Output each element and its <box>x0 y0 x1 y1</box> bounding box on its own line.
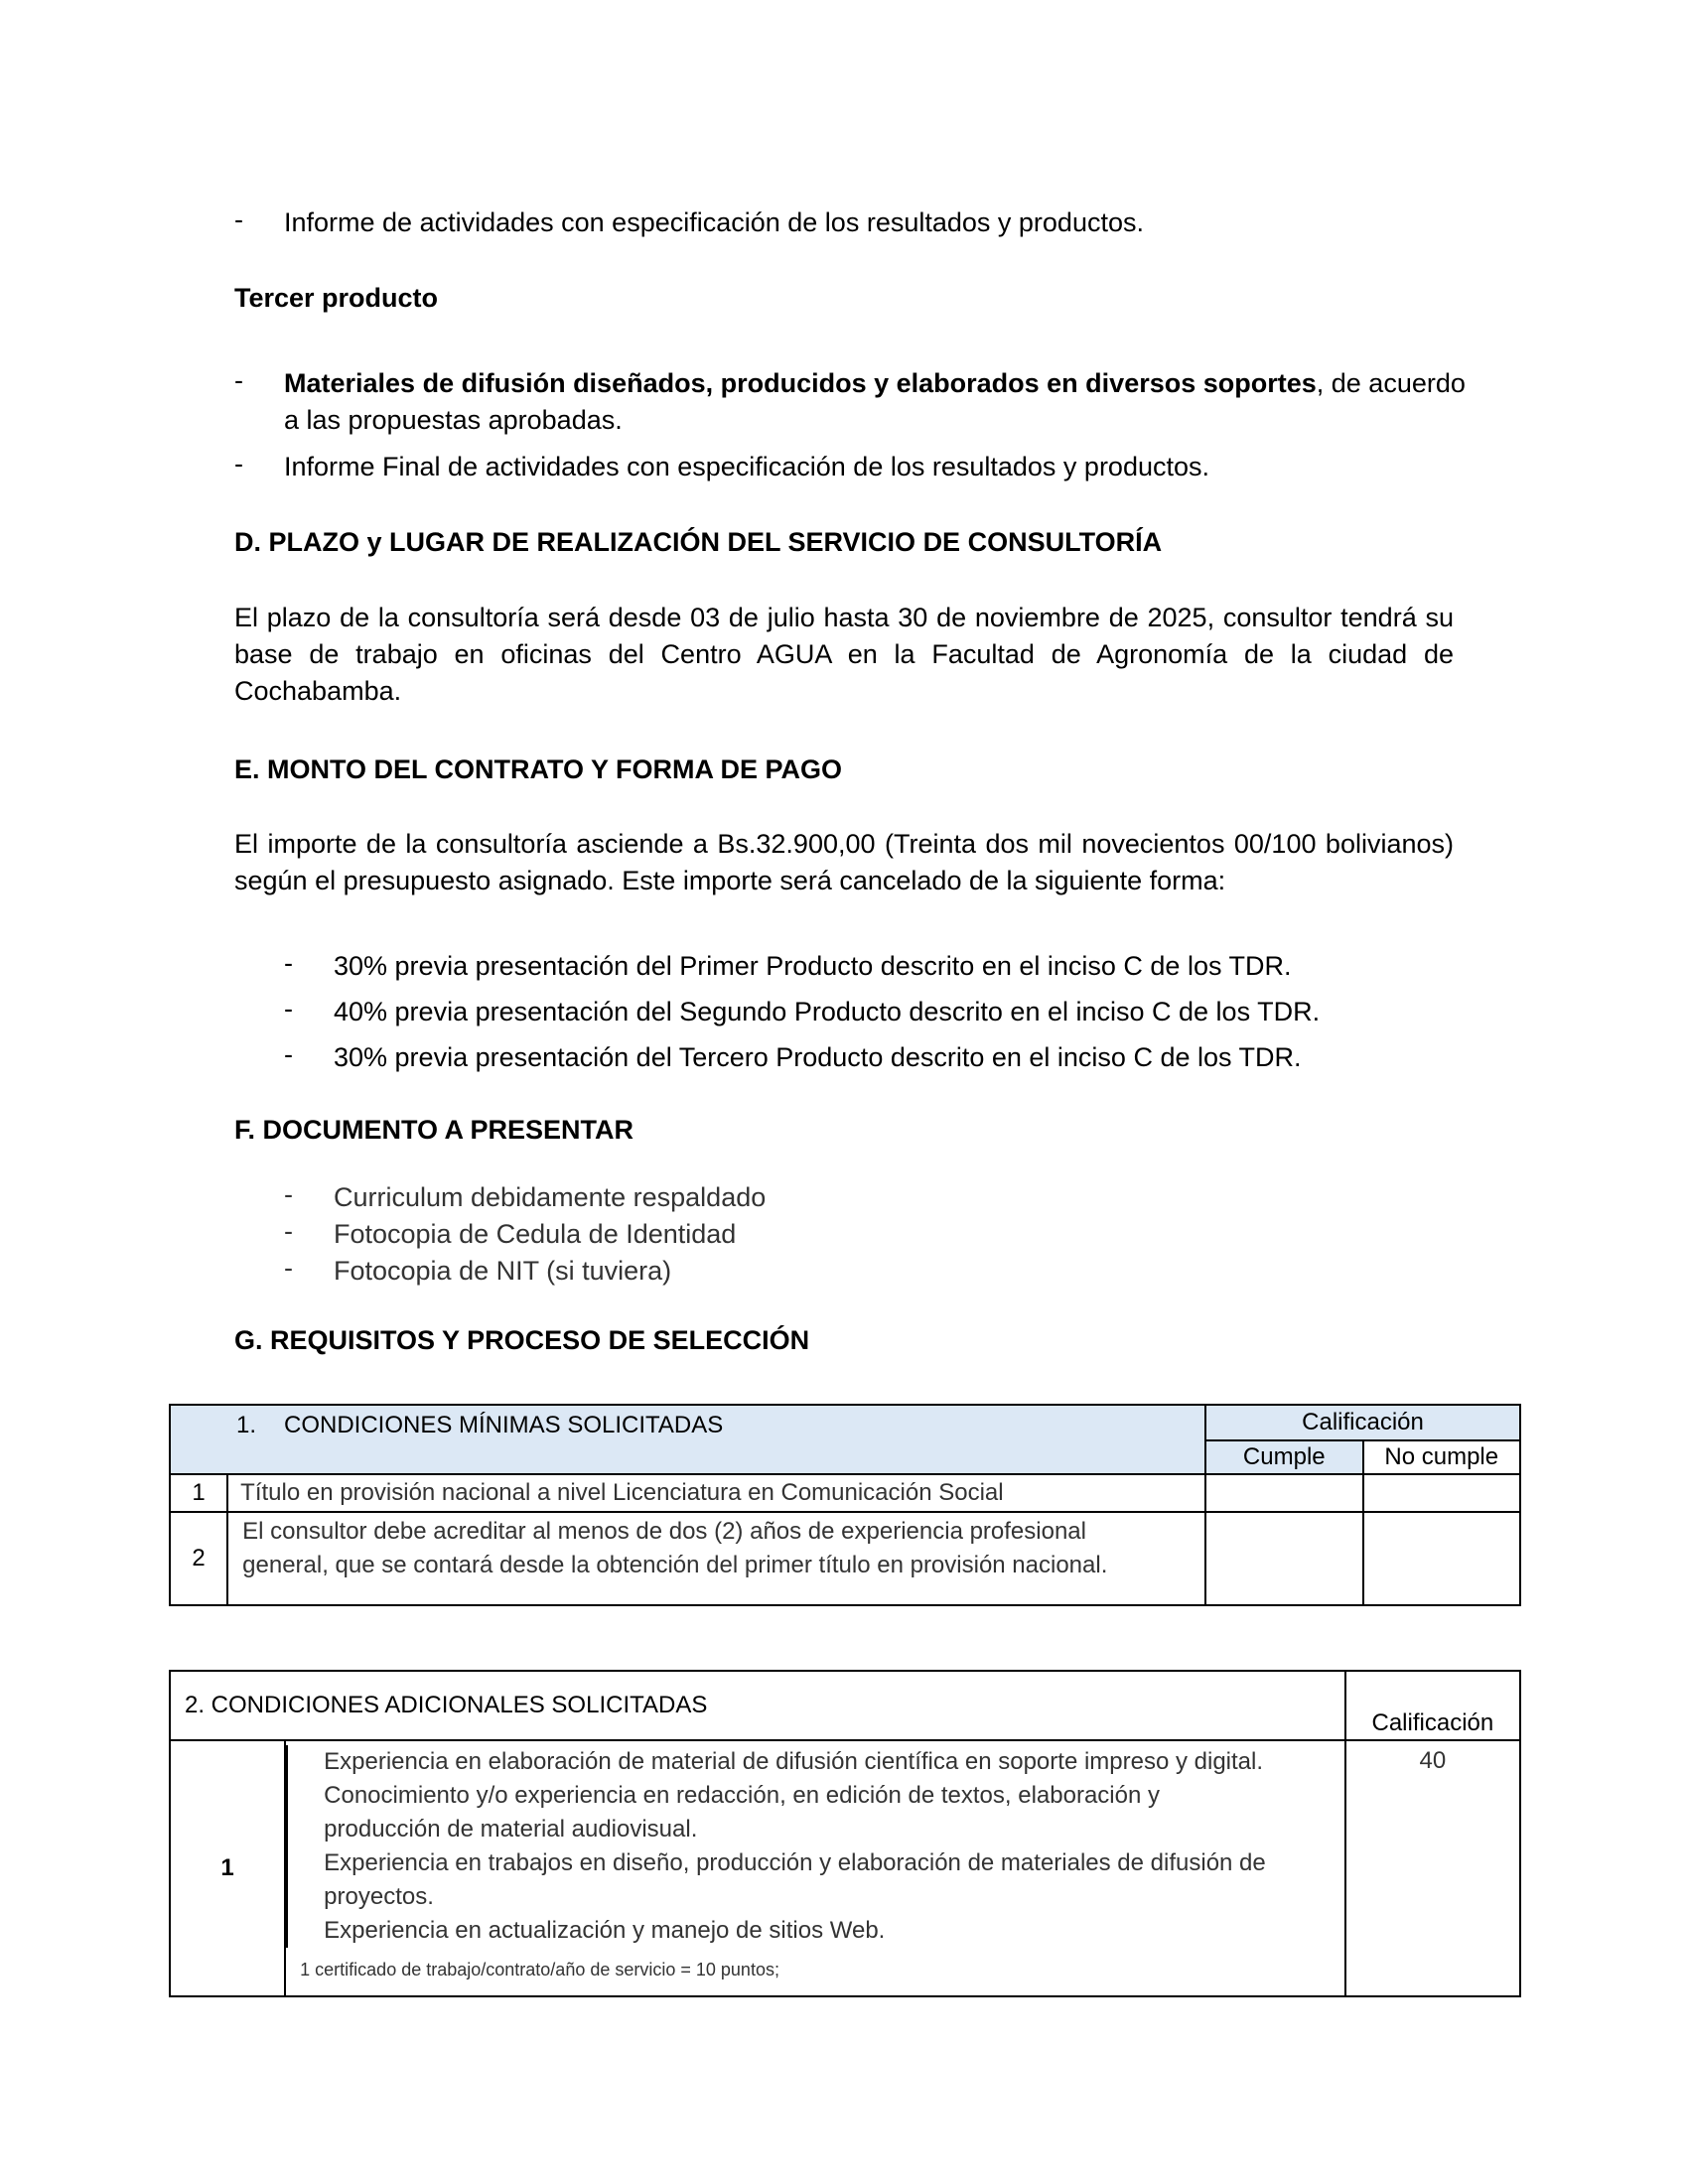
bullet-dash: - <box>284 948 293 978</box>
tercer-bullet1-line2: a las propuestas aprobadas. <box>284 405 623 435</box>
table1-cumple-cell <box>1205 1512 1362 1605</box>
tercer-bullet1-rest: , de acuerdo <box>1316 368 1466 398</box>
section-d-heading: D. PLAZO y LUGAR DE REALIZACIÓN DEL SERVICIO DE CONSULTORÍA <box>234 527 1163 557</box>
table1-row-text: Título en provisión nacional a nivel Licenciatura en Comunicación Social <box>227 1474 1205 1512</box>
document-item: Fotocopia de Cedula de Identidad <box>334 1219 737 1249</box>
criteria-item: Experiencia en elaboración de material de difusión científica en soporte impreso y digital. <box>286 1745 1331 1779</box>
table2-footnote: 1 certificado de trabajo/contrato/año de servicio = 10 puntos; <box>300 1960 779 1979</box>
bullet-dash: - <box>234 365 243 395</box>
table2-calificacion-header: Calificación <box>1345 1671 1520 1740</box>
document-item: Curriculum debidamente respaldado <box>334 1182 767 1212</box>
section-g-heading: G. REQUISITOS Y PROCESO DE SELECCIÓN <box>234 1325 810 1355</box>
bullet-dash: - <box>234 205 243 234</box>
tercer-bullet1 <box>284 365 1500 401</box>
minimum-conditions-table <box>169 1404 1521 1606</box>
payment-item: 30% previa presentación del Primer Producto descrito en el inciso C de los TDR. <box>334 951 1292 981</box>
criteria-item: Conocimiento y/o experiencia en redacción, en edición de textos, elaboración y <box>286 1779 1331 1813</box>
criteria-item: Experiencia en actualización y manejo de sitios Web. <box>286 1914 1331 1948</box>
tercer-bullet2: Informe Final de actividades con especificación de los resultados y productos. <box>284 452 1210 481</box>
table1-no-cumple-cell <box>1363 1512 1521 1605</box>
table1-row-text <box>227 1512 1205 1605</box>
bullet-dash: - <box>284 1039 293 1069</box>
criteria-item: proyectos. <box>286 1880 1331 1914</box>
bullet-dash: - <box>234 449 243 478</box>
table1-header-cell <box>170 1405 1205 1474</box>
document-item: Fotocopia de NIT (si tuviera) <box>334 1256 672 1286</box>
bullet-dash: - <box>284 994 293 1024</box>
section-f-heading: F. DOCUMENTO A PRESENTAR <box>234 1115 634 1145</box>
criteria-item: producción de material audiovisual. <box>286 1813 1331 1846</box>
payment-item: 30% previa presentación del Tercero Producto descrito en el inciso C de los TDR. <box>334 1042 1302 1072</box>
payment-item: 40% previa presentación del Segundo Producto descrito en el inciso C de los TDR. <box>334 997 1321 1026</box>
tercer-bullet1-bold: Materiales de difusión diseñados, producidos y elaborados en diversos soportes <box>284 368 1317 398</box>
bullet-dash: - <box>284 1216 293 1246</box>
additional-conditions-table <box>169 1670 1521 1997</box>
section-e-paragraph: El importe de la consultoría asciende a Bs.32.900,00 (Treinta dos mil novecientos 00/100 bolivianos) según el presupuesto asignado. Este importe será cancelado de la siguiente forma: <box>234 829 1454 895</box>
intro-bullet-text: Informe de actividades con especificación de los resultados y productos. <box>284 207 1144 237</box>
bullet-dash: - <box>284 1253 293 1283</box>
table1-row-text-line: El consultor debe acreditar al menos de dos (2) años de experiencia profesional <box>242 1518 1086 1545</box>
table1-row-number: 1 <box>170 1474 227 1512</box>
table1-row-text-line: general, que se contará desde la obtención del primer título en provisión nacional. <box>242 1552 1108 1578</box>
table2-criteria-list <box>286 1745 1331 1948</box>
table1-row-number: 2 <box>170 1512 227 1605</box>
table1-no-cumple-header: No cumple <box>1363 1440 1521 1474</box>
table1-cumple-header: Cumple <box>1205 1440 1362 1474</box>
section-e-heading: E. MONTO DEL CONTRATO Y FORMA DE PAGO <box>234 754 843 784</box>
table1-cumple-cell <box>1205 1474 1362 1512</box>
table1-header-number: 1. <box>236 1412 257 1438</box>
bullet-dash: - <box>284 1179 293 1209</box>
criteria-item: Experiencia en trabajos en diseño, producción y elaboración de materiales de difusión de <box>286 1846 1331 1880</box>
table1-no-cumple-cell <box>1363 1474 1521 1512</box>
tercer-producto-heading: Tercer producto <box>234 283 439 313</box>
table2-criteria-cell <box>285 1740 1345 1996</box>
table2-row-number: 1 <box>170 1740 285 1996</box>
table1-header-title: CONDICIONES MÍNIMAS SOLICITADAS <box>284 1412 724 1438</box>
table1-calificacion-header: Calificación <box>1205 1405 1520 1440</box>
section-d-paragraph: El plazo de la consultoría será desde 03 de julio hasta 30 de noviembre de 2025, consultor tendrá su base de trabajo en oficinas del Centro AGUA en la Facultad de Agronomía de la ciudad de Cochabamba. <box>234 603 1454 706</box>
table2-score: 40 <box>1345 1740 1520 1996</box>
table2-header-title: 2. CONDICIONES ADICIONALES SOLICITADAS <box>170 1671 1345 1740</box>
